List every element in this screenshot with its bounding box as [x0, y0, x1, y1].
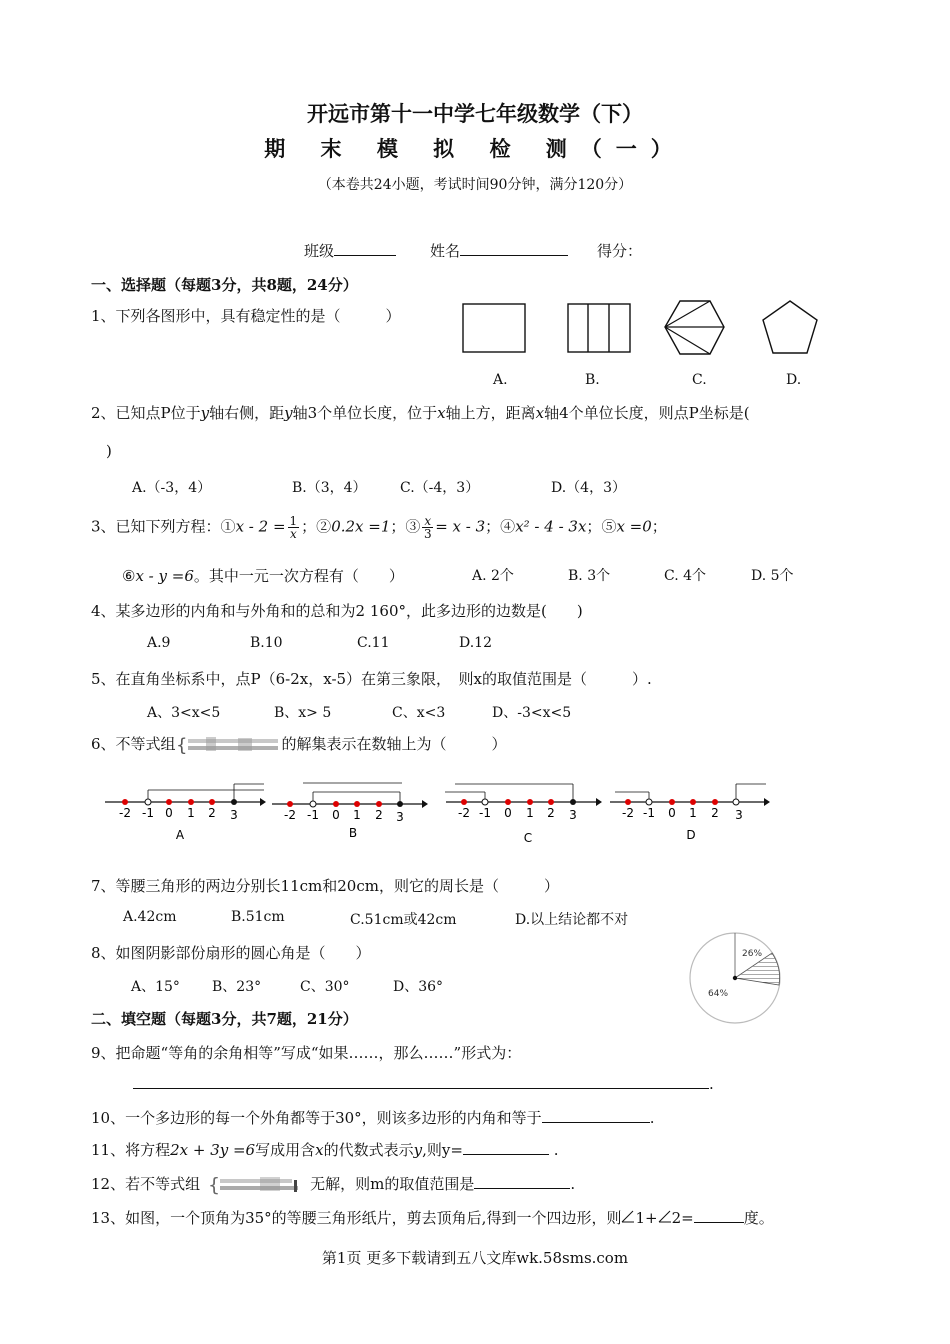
figure-d-pentagon — [763, 301, 817, 353]
svg-text:3: 3 — [735, 808, 743, 822]
q9-blank[interactable] — [133, 1074, 709, 1089]
svg-text:-2: -2 — [284, 808, 296, 822]
axis-label-d: D — [686, 828, 696, 842]
q5-option-c: C、x<3 — [392, 705, 446, 721]
number-line-b — [272, 783, 428, 840]
svg-text:2: 2 — [375, 808, 383, 822]
svg-text:0: 0 — [165, 806, 173, 820]
svg-text:-1: -1 — [479, 806, 491, 820]
q7-option-a: A.42cm — [123, 909, 177, 925]
q2-option-a: A.（-3，4） — [132, 480, 212, 496]
q2-text: 2、已知点P位于y轴右侧，距y轴3个单位长度，位于x轴上方，距离x轴4个单位长度，则点P坐标是( — [91, 404, 750, 422]
q1-text: 1、下列各图形中，具有稳定性的是（ ） — [91, 307, 401, 325]
q2-close: ) — [106, 442, 112, 460]
q4-option-b: B.10 — [250, 635, 283, 651]
q6-number-lines — [100, 772, 780, 852]
class-blank[interactable] — [334, 241, 396, 256]
page-footer: 第1页 更多下载请到五八文库wk.58sms.com — [321, 1249, 629, 1267]
svg-text:1: 1 — [526, 806, 534, 820]
q7-option-b: B.51cm — [231, 909, 285, 925]
page-subtitle: 期 末 模 拟 检 测（一） — [264, 136, 686, 161]
section1-heading: 一、选择题（每题3分，共8题，24分） — [91, 276, 358, 294]
number-line-d — [610, 784, 770, 842]
svg-text:-2: -2 — [458, 806, 470, 820]
q13-text: 13、如图，一个顶角为35°的等腰三角形纸片，剪去顶角后,得到一个四边形，则 1+ 2= 度。 — [91, 1209, 774, 1227]
q8-option-c: C、30° — [300, 979, 350, 995]
svg-text:3: 3 — [230, 808, 238, 822]
q12-blank[interactable] — [474, 1174, 570, 1189]
q4-option-d: D.12 — [459, 635, 492, 651]
axis-label-c: C — [523, 831, 533, 845]
section2-heading: 二、填空题（每题3分，共7题，21分） — [91, 1010, 358, 1028]
score-label: 得分： — [597, 242, 643, 260]
q7-option-c: C.51cm或42cm — [350, 912, 457, 928]
q8-option-d: D、36° — [393, 979, 444, 995]
svg-text:{: { — [175, 735, 187, 755]
svg-text:3: 3 — [569, 808, 577, 822]
svg-text:1: 1 — [353, 808, 361, 822]
svg-text:0: 0 — [504, 806, 512, 820]
q3-option-a: A. 2个 — [472, 568, 514, 584]
q13-blank[interactable] — [694, 1208, 744, 1223]
class-field — [304, 240, 396, 261]
q2-option-b: B.（3，4） — [292, 480, 367, 496]
q8-option-a: A、15° — [131, 979, 180, 995]
q12-text: 12、若不等式组 { 无解，则m的取值范围是 . — [91, 1174, 576, 1196]
angle-symbol-1 — [621, 1209, 635, 1227]
svg-text:-1: -1 — [307, 808, 319, 822]
q5-text: 5、在直角坐标系中，点P（6-2x，x-5）在第三象限， 则x的取值范围是（ ）. — [91, 670, 652, 688]
class-label: 班级 — [304, 242, 335, 260]
q8-option-b: B、23° — [212, 979, 262, 995]
q6-inequality-system-image — [176, 735, 282, 755]
number-line-c — [445, 784, 602, 845]
q6-text: 6、不等式组 { 的解集表示在数轴上为（ ） — [91, 735, 507, 755]
exam-info: （本卷共24小题，考试时间90分钟，满分120分） — [317, 177, 633, 193]
svg-text:2: 2 — [208, 806, 216, 820]
q12-inequality-system-image — [200, 1174, 310, 1196]
q3-frac3: $\frac{x}{3}$ — [423, 514, 432, 541]
q3-option-b: B. 3个 — [568, 568, 611, 584]
q1-label-b: B. — [585, 372, 600, 388]
q8-text: 8、如图阴影部份扇形的圆心角是（ ） — [91, 944, 371, 962]
svg-text:-2: -2 — [622, 806, 634, 820]
figure-a-rectangle — [463, 304, 525, 352]
q7-text: 7、等腰三角形的两边分别长11cm和20cm，则它的周长是（ ） — [91, 877, 559, 895]
q9-answer-line: . — [133, 1074, 714, 1093]
name-label: 姓名 — [430, 242, 461, 260]
number-line-a — [105, 784, 266, 842]
svg-text:-1: -1 — [643, 806, 655, 820]
q5-option-b: B、x> 5 — [274, 705, 332, 721]
figure-b-rectangle — [568, 304, 630, 352]
q10-text: 10、一个多边形的每一个外角都等于30°，则该多边形的内角和等于 . — [91, 1109, 655, 1127]
q7-option-d: D.以上结论都不对 — [515, 912, 629, 928]
q9-text: 9、把命题“等角的余角相等”写成“如果……，那么……”形式为： — [91, 1044, 522, 1062]
q4-option-c: C.11 — [357, 635, 390, 651]
name-field — [430, 240, 568, 261]
svg-text:0: 0 — [332, 808, 340, 822]
q1-label-d: D. — [786, 372, 802, 388]
q1-figures — [455, 298, 835, 360]
q1-label-a: A. — [493, 372, 508, 388]
page-title: 开远市第十一中学七年级数学（下） — [307, 101, 643, 126]
pie-label-26: 26% — [742, 949, 763, 959]
svg-text:1: 1 — [689, 806, 697, 820]
q11-blank[interactable] — [463, 1140, 549, 1155]
svg-text:{: { — [208, 1174, 221, 1196]
q2-option-c: C.（-4，3） — [400, 480, 480, 496]
angle-symbol-2 — [658, 1209, 672, 1227]
axis-label-a: A — [175, 828, 185, 842]
q3-line2: ⑥x - y =6。其中一元一次方程有（ ） — [122, 567, 404, 585]
q4-option-a: A.9 — [147, 635, 171, 651]
svg-text:1: 1 — [187, 806, 195, 820]
svg-text:-1: -1 — [142, 806, 154, 820]
name-blank[interactable] — [460, 241, 568, 256]
svg-text:3: 3 — [396, 810, 404, 824]
q3-equations: 3、已知下列方程：①x - 2 = $\frac{1}{x}$ ；②0.2x =1；③ $\frac{x}{3}$ = x - 3；④x² - 4 - 3x；⑤x =0； — [91, 514, 667, 541]
q2-option-d: D.（4，3） — [551, 480, 626, 496]
svg-text:0: 0 — [668, 806, 676, 820]
pie-label-64: 64% — [708, 989, 729, 999]
svg-text:2: 2 — [547, 806, 555, 820]
q3-frac1: $\frac{1}{x}$ — [289, 514, 298, 541]
q3-option-c: C. 4个 — [664, 568, 707, 584]
q8-pie-figure — [688, 930, 784, 1026]
q3-option-d: D. 5个 — [751, 568, 794, 584]
q11-text: 11、将方程2x + 3y =6写成用含x的代数式表示y,则y= . — [91, 1141, 559, 1159]
svg-text:2: 2 — [711, 806, 719, 820]
q1-label-c: C. — [692, 372, 707, 388]
q5-option-a: A、3<x<5 — [147, 705, 221, 721]
q4-text: 4、某多边形的内角和与外角和的总和为2 160°，此多边形的边数是( ) — [91, 602, 583, 620]
q10-blank[interactable] — [542, 1108, 650, 1123]
axis-label-b: B — [348, 826, 358, 840]
svg-text:-2: -2 — [119, 806, 131, 820]
q5-option-d: D、-3<x<5 — [492, 705, 572, 721]
